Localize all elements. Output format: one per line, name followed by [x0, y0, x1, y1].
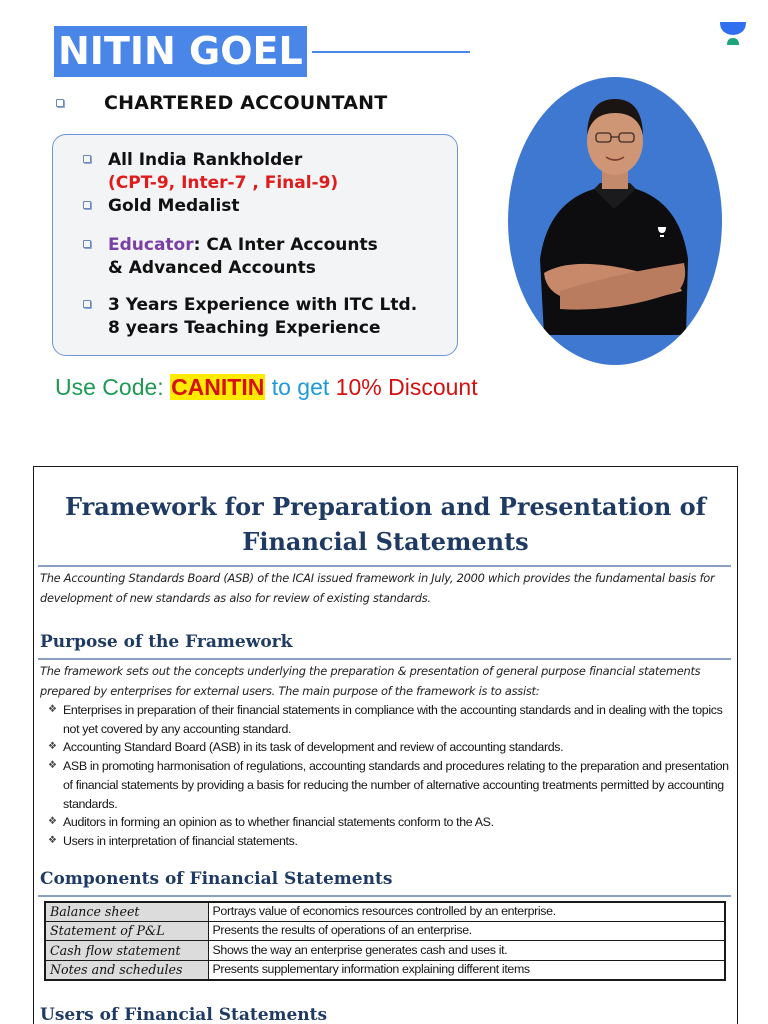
credential-gold-medalist: [83, 195, 457, 218]
promo-middle: to get: [265, 374, 336, 400]
table-cell-desc: Presents the results of operations of an enterprise.: [208, 921, 725, 941]
table-cell-term: Statement of P&L: [45, 921, 208, 941]
credential-text: 3 Years Experience with ITC Ltd.: [108, 295, 418, 315]
table-cell-desc: Shows the way an enterprise generates cash and uses it.: [208, 941, 725, 961]
list-item: ❖ Accounting Standard Board (ASB) in its task of development and review of accounting standards.: [48, 738, 731, 757]
square-bullet-icon: [83, 155, 91, 163]
promo-discount: 10% Discount: [335, 374, 478, 400]
components-heading: Components of Financial Statements: [40, 868, 393, 889]
divider: [38, 895, 731, 897]
components-table: [44, 901, 726, 981]
users-heading: Users of Financial Statements: [40, 1004, 328, 1024]
purpose-heading: Purpose of the Framework: [40, 632, 293, 652]
document-title-line1: Framework for Preparation and Presentation of: [65, 492, 706, 521]
table-row: [45, 941, 725, 961]
credential-experience: [83, 294, 457, 340]
presenter-portrait-icon: [508, 77, 722, 365]
square-bullet-icon: [56, 99, 64, 107]
list-item: ❖ Auditors in forming an opinion as to whether financial statements conform to the AS.: [48, 813, 731, 832]
unacademy-logo-icon: [718, 20, 748, 46]
table-row: [45, 921, 725, 941]
table-cell-desc: Portrays value of economics resources controlled by an enterprise.: [208, 902, 725, 922]
table-cell-term: Cash flow statement: [45, 941, 208, 961]
credential-educator: [83, 234, 457, 280]
table-cell-term: Balance sheet: [45, 902, 208, 922]
table-row: [45, 902, 725, 922]
document-page: [33, 466, 738, 1024]
intro-paragraph: The Accounting Standards Board (ASB) of the ICAI issued framework in July, 2000 which provides the fundamental basis for development of new standards as also for review of existing standards.: [40, 571, 715, 605]
rank-details: (CPT-9, Inter-7 , Final-9): [108, 173, 339, 193]
promo-code[interactable]: CANITIN: [171, 374, 265, 400]
square-bullet-icon: [83, 240, 91, 248]
promo-prefix: Use Code:: [55, 374, 171, 400]
purpose-list: [34, 701, 737, 851]
table-row: [45, 960, 725, 980]
presenter-title: CHARTERED ACCOUNTANT: [104, 92, 388, 114]
document-title: [34, 489, 737, 559]
list-item: ❖ Users in interpretation of financial statements.: [48, 832, 731, 851]
credential-rankholder: [83, 149, 457, 195]
document-title-line2: Financial Statements: [242, 527, 529, 556]
credential-text: Gold Medalist: [108, 196, 240, 216]
name-underline: [312, 51, 470, 53]
table-cell-desc: Presents supplementary information explaining different items: [208, 960, 725, 980]
purpose-intro: The framework sets out the concepts underlying the preparation & presentation of general purpose financial statements prepared by enterprises for external users. The main purpose of the framework is to assist:: [40, 664, 701, 698]
educator-label: Educator: [108, 235, 194, 255]
list-item: ❖ Enterprises in preparation of their financial statements in compliance with the accounting standards and in dealing with the topics not yet covered by any accounting standard.: [48, 701, 731, 738]
square-bullet-icon: [83, 300, 91, 308]
square-bullet-icon: [83, 201, 91, 209]
table-cell-term: Notes and schedules: [45, 960, 208, 980]
credential-text: All India Rankholder: [108, 150, 303, 170]
presenter-photo: [508, 77, 722, 365]
title-row: [56, 92, 387, 114]
credential-text: 8 years Teaching Experience: [108, 318, 381, 338]
credential-text: : CA Inter Accounts: [193, 235, 378, 255]
list-item: ❖ ASB in promoting harmonisation of regulations, accounting standards and procedures relating to the preparation and presentation of financial statements by providing a basis for reducing the number of alternative accounting treatments permitted by accounting standards.: [48, 757, 731, 813]
presenter-name: NITIN GOEL: [54, 26, 307, 77]
credential-text: & Advanced Accounts: [108, 258, 316, 278]
credentials-box: [52, 134, 458, 356]
promo-line: [55, 374, 478, 401]
